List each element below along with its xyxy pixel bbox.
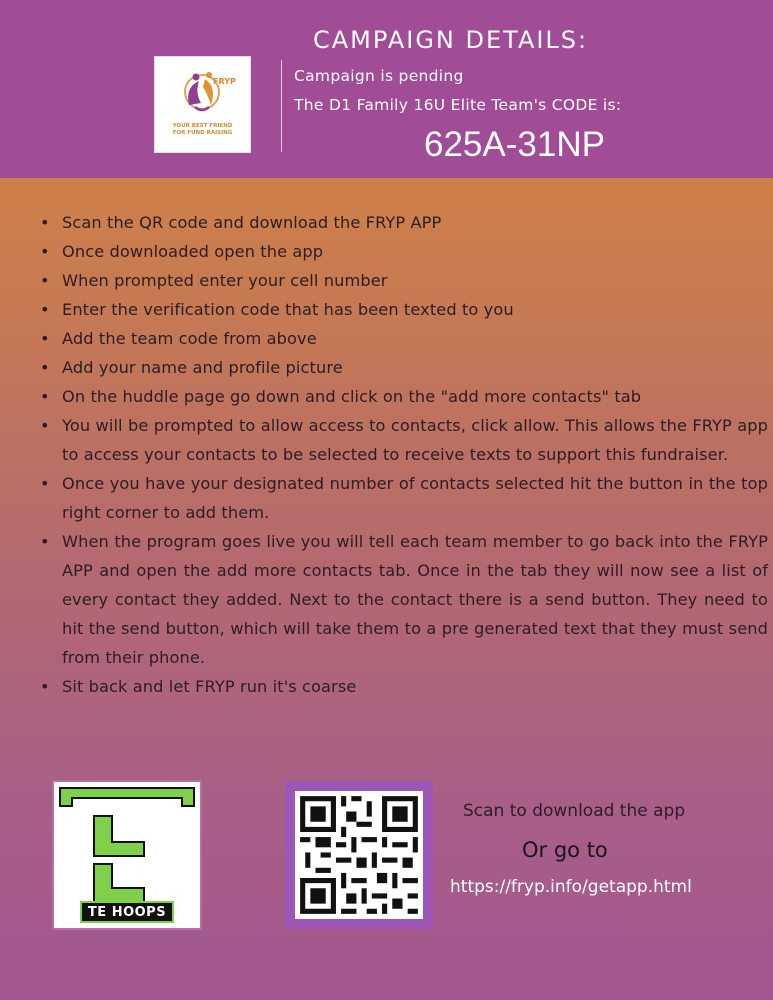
instruction-list: [38, 208, 768, 701]
goto-label: Or go to: [522, 838, 608, 862]
header-divider: [281, 60, 282, 152]
campaign-status: Campaign is pending: [294, 67, 464, 85]
logo-tagline-1: YOUR BEST FRIEND: [172, 123, 233, 129]
team-code: 625A-31NP: [424, 125, 605, 164]
campaign-header: [0, 0, 773, 178]
list-item: • Add the team code from above: [62, 324, 768, 353]
list-item: • Once you have your designated number of contacts selected hit the button in the top right corner to add them.: [62, 469, 768, 527]
code-intro: The D1 Family 16U Elite Team's CODE is:: [294, 96, 622, 114]
list-item: • Scan the QR code and download the FRYP APP: [62, 208, 768, 237]
list-item: • Once downloaded open the app: [62, 237, 768, 266]
list-item: • You will be prompted to allow access to contacts, click allow. This allows the FRYP app to access your contacts to be selected to receive texts to support this fundraiser.: [62, 411, 768, 469]
list-item: • When prompted enter your cell number: [62, 266, 768, 295]
list-item: • On the huddle page go down and click on the "add more contacts" tab: [62, 382, 768, 411]
list-item: • When the program goes live you will tell each team member to go back into the FRYP APP and open the add more contacts tab. Once in the tab they will now see a list of every contact they added. Next to the contact there is a send button. They need to hit the send button, which will take them to a pre generated text that they must send from their phone.: [62, 527, 768, 672]
team-logo-text: TE HOOPS: [80, 901, 174, 923]
team-logo: [54, 782, 200, 928]
qr-code-icon: [295, 791, 423, 919]
list-item: • Sit back and let FRYP run it's coarse: [62, 672, 768, 701]
fryp-logo: [155, 57, 250, 152]
download-link[interactable]: https://fryp.info/getapp.html: [450, 877, 692, 897]
fryp-brand-text: FRYP: [213, 77, 236, 86]
logo-tagline-2: FOR FUND RAISING: [172, 130, 233, 136]
list-item: • Enter the verification code that has been texted to you: [62, 295, 768, 324]
qr-code[interactable]: [285, 781, 433, 929]
page-title: CAMPAIGN DETAILS:: [313, 26, 589, 54]
scan-instruction: Scan to download the app: [463, 801, 686, 821]
list-item: • Add your name and profile picture: [62, 353, 768, 382]
fryp-person-icon: [155, 57, 250, 127]
